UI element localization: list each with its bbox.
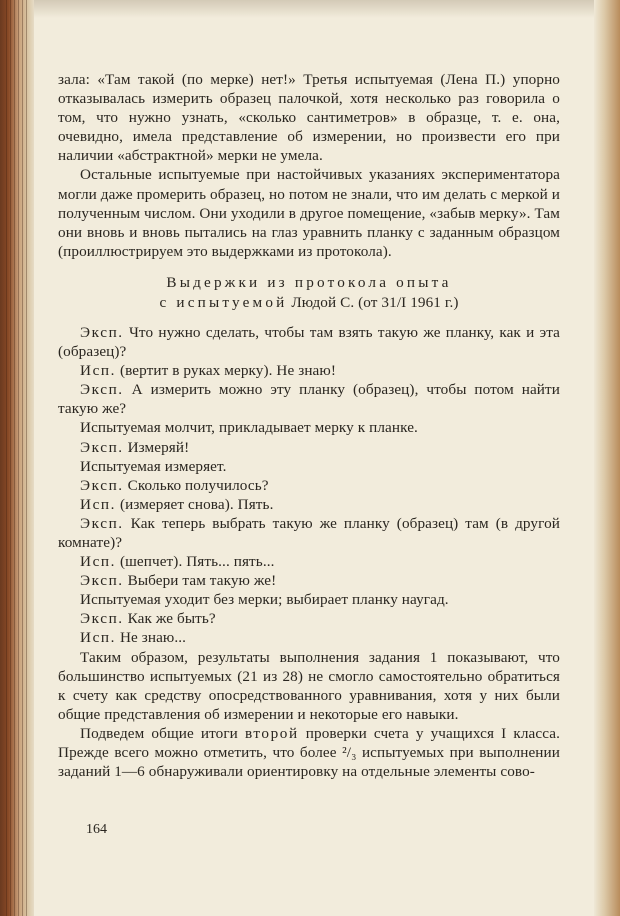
utterance: Не знаю...	[119, 629, 187, 647]
utterance: Сколько получилось?	[127, 476, 269, 494]
dialogue-line	[58, 418, 560, 437]
paragraph-start: Подведем общие итоги	[80, 724, 238, 742]
speaker: Исп.	[80, 629, 117, 647]
utterance: Испытуемая измеряет.	[80, 457, 227, 475]
speaker: Эксп.	[80, 438, 124, 456]
dialogue-line	[58, 457, 560, 476]
protocol-heading	[58, 273, 560, 313]
dialogue-line	[58, 495, 560, 514]
book-spine	[0, 0, 34, 916]
utterance: Испытуемая уходит без мерки; выбирает планку наугад.	[80, 591, 449, 609]
heading-line-2-rest: Людой С. (от 31/I 1961 г.)	[291, 293, 459, 311]
dialogue-line	[58, 628, 560, 647]
page-shadow	[34, 0, 594, 18]
utterance: Испытуемая молчит, прикладывает мерку к планке.	[80, 419, 418, 437]
dialogue	[58, 323, 560, 648]
speaker: Эксп.	[80, 610, 124, 628]
speaker: Исп.	[80, 495, 117, 513]
dialogue-line	[58, 361, 560, 380]
speaker: Эксп.	[80, 514, 124, 532]
paragraph: зала: «Там такой (по мерке) нет!» Третья испытуемая (Лена П.) упорно отказывалась измерить образец палочкой, хотя несколько раз говорила о том, что нужно узнать, «сколько сантиметров» в образце, т. е. она, очевидно, имела представление об измерении, но произвести его при наличии «абстрактной» мерки не умела.	[58, 71, 560, 165]
utterance: Измеряй!	[127, 438, 190, 456]
utterance: (шепчет). Пять... пять...	[119, 553, 275, 571]
utterance: А измерить можно эту планку (образец), чтобы потом найти такую же?	[58, 381, 560, 418]
page-number: 164	[86, 822, 107, 837]
dialogue-line	[58, 476, 560, 495]
dialogue-line	[58, 323, 560, 361]
speaker: Эксп.	[80, 476, 124, 494]
page-edges	[6, 0, 28, 916]
utterance: Как теперь выбрать такую же планку (образец) там (в другой комнате)?	[58, 514, 560, 551]
paragraph: Остальные испытуемые при настойчивых указаниях экспериментатора могли даже промерить образец, но потом не знали, что им делать с меркой и полученным числом. Они уходили в другое помещение, «забыв мерку». Там они вновь и вновь пытались на глаз уравнить планку с заданным образцом (проиллюстрируем это выдержками из протокола).	[58, 166, 560, 260]
dialogue-line	[58, 571, 560, 590]
utterance: Как же быть?	[127, 610, 216, 628]
speaker: Эксп.	[80, 381, 124, 399]
next-page-edge	[594, 0, 620, 916]
speaker: Эксп.	[80, 572, 124, 590]
dialogue-line	[58, 552, 560, 571]
speaker: Исп.	[80, 362, 117, 380]
page-text	[58, 70, 560, 781]
paragraph-end: проверки счета у учащихся I класса. Прежде всего можно отметить, что более ²/₃ испытуемых при выполнении заданий 1—6 обнаруживали ориентировку на отдельные элементы сово-	[58, 724, 560, 781]
heading-line-2-spaced: с испытуемой	[159, 293, 288, 311]
dialogue-line	[58, 590, 560, 609]
heading-line-2	[58, 293, 560, 313]
heading-line-1: Выдержки из протокола опыта	[166, 273, 452, 291]
utterance: Выбери там такую же!	[127, 572, 277, 590]
utterance: Что нужно сделать, чтобы там взять такую же планку, как и эта (образец)?	[58, 323, 560, 361]
paragraph: Таким образом, результаты выполнения задания 1 показывают, что большинство испытуемых (21 из 28) не смогло самостоятельно обратиться к счету как средству опосредствованного уравнивания, хотя у них были общие представления об измерении и некоторые его навыки.	[58, 648, 560, 723]
dialogue-line	[58, 609, 560, 628]
dialogue-line	[58, 380, 560, 418]
speaker: Исп.	[80, 553, 117, 571]
utterance: (вертит в руках мерку). Не знаю!	[119, 362, 336, 380]
paragraph	[58, 724, 560, 781]
emphasis-word: второй	[244, 724, 299, 742]
utterance: (измеряет снова). Пять.	[119, 495, 274, 513]
speaker: Эксп.	[80, 323, 124, 341]
dialogue-line	[58, 438, 560, 457]
dialogue-line	[58, 514, 560, 552]
